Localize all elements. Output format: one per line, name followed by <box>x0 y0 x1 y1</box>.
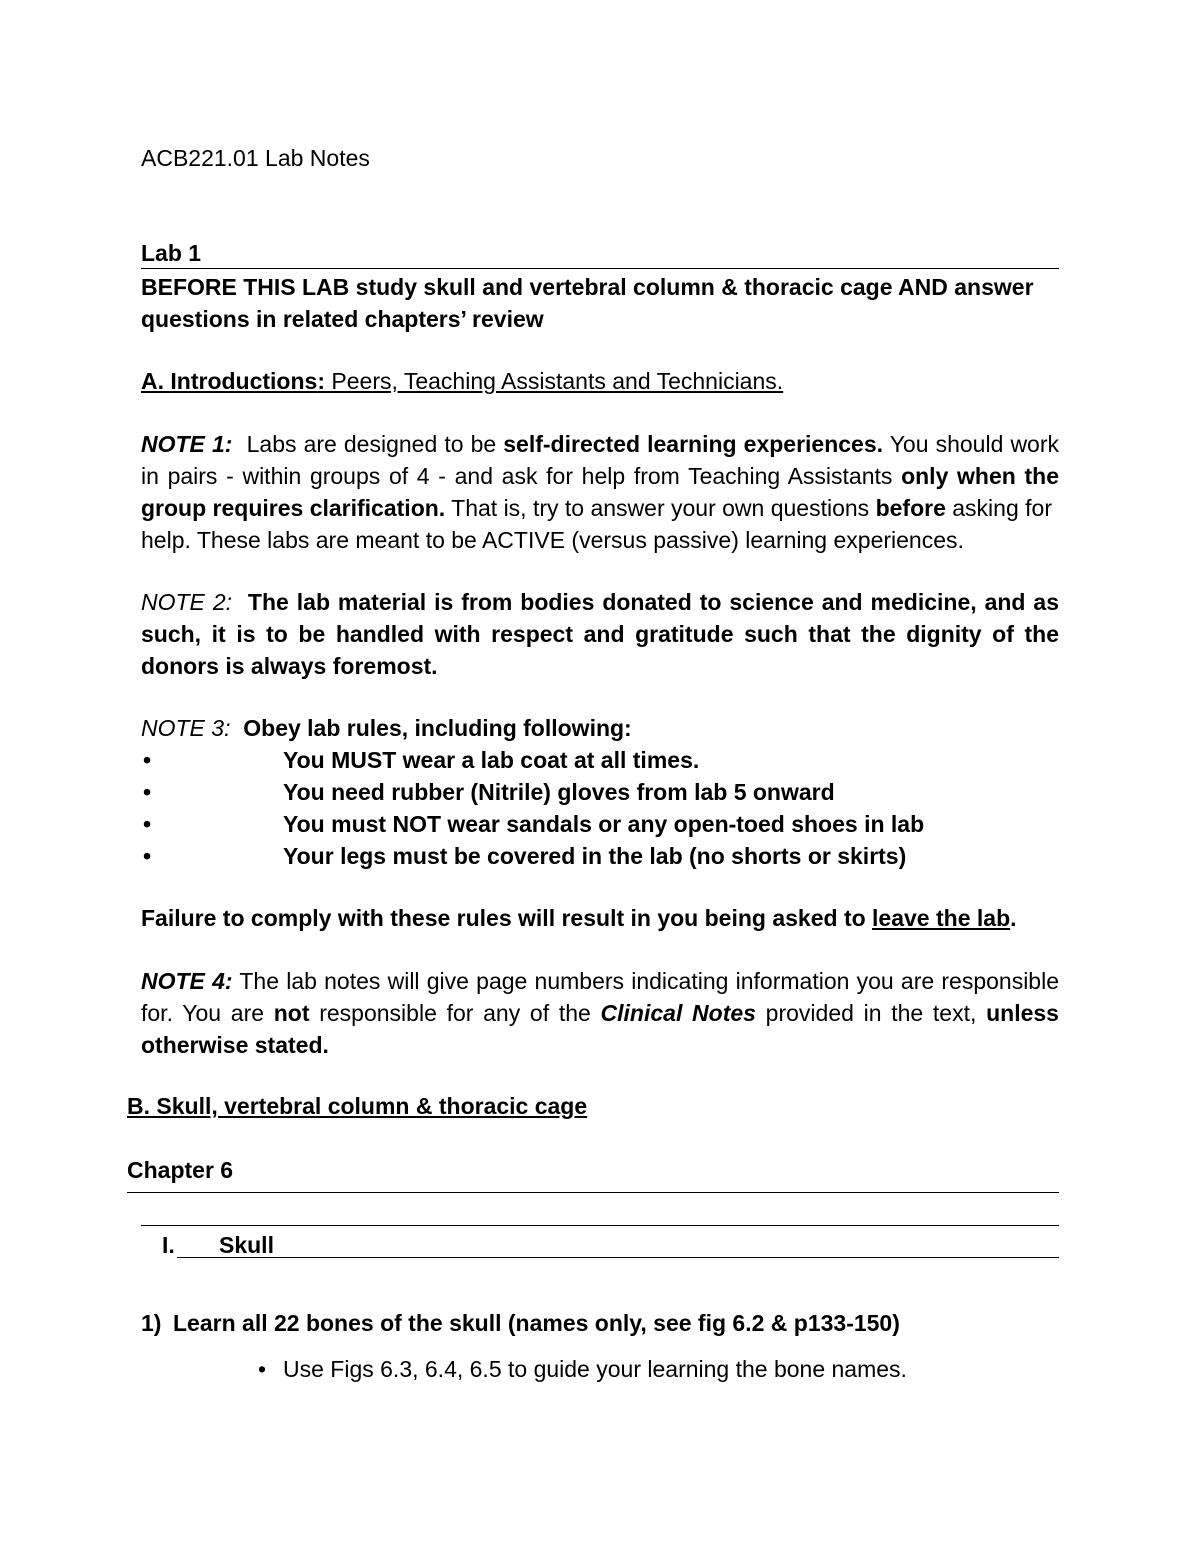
note1-text-g: That is, try to answer your own questions <box>445 495 876 521</box>
rule-bullet-1: • <box>143 747 152 773</box>
skull-bottom-rule <box>177 1257 1059 1258</box>
rule-1: You MUST wear a lab coat at all times. <box>283 747 700 773</box>
note1-line-1 <box>141 428 1059 460</box>
section-a-text: Peers, Teaching Assistants and Technicians. <box>325 368 784 394</box>
clinical-notes: Clinical Notes <box>600 1000 756 1026</box>
section-a-colon: : <box>317 368 325 394</box>
sub-bullet-1: • <box>258 1356 267 1382</box>
lab-divider <box>141 268 1059 269</box>
note4-text-a: for. You are <box>141 1000 274 1026</box>
note1-line-3 <box>141 492 1052 524</box>
item-1-number: 1) <box>141 1310 162 1336</box>
note1-text-a: Labs are designed to be <box>246 431 504 457</box>
note2-line-2: such, it is to be handled with respect and gratitude such that the dignity of the <box>141 621 1059 647</box>
note1-label: NOTE 1: <box>141 431 233 457</box>
note4-text-b: not <box>273 1000 310 1026</box>
note1-text-b: self-directed learning experiences. <box>503 431 884 457</box>
note4-line-1 <box>141 965 1059 997</box>
failure-line <box>141 902 1017 934</box>
lab-label: Lab 1 <box>141 240 202 266</box>
note3-label: NOTE 3: <box>141 715 231 741</box>
note1-line-4: help. These labs are meant to be ACTIVE (versus passive) learning experiences. <box>141 527 964 553</box>
note2-line-3: donors is always foremost. <box>141 653 438 679</box>
section-a-heading: A. Introductions <box>141 368 318 394</box>
rule-bullet-2: • <box>143 779 152 805</box>
note1-text-d: in pairs - within groups of 4 - and ask for help from Teaching Assistants <box>141 463 902 489</box>
before-lab-line-2: questions in related chapters’ review <box>141 306 544 332</box>
note4-text-e: provided in the text, <box>755 1000 987 1026</box>
note4-text-c: responsible for any of the <box>309 1000 601 1026</box>
note4-text-1: The lab notes will give page numbers indicating information you are responsible <box>232 968 1060 994</box>
document-title: ACB221.01 Lab Notes <box>141 145 370 171</box>
before-lab-line-1: BEFORE THIS LAB study skull and vertebral column & thoracic cage AND answer <box>141 274 1034 300</box>
item-1-text: Learn all 22 bones of the skull (names only, see fig 6.2 & p133-150) <box>173 1310 900 1336</box>
note4-text-f: unless <box>986 1000 1059 1026</box>
skull-title: Skull <box>219 1232 274 1258</box>
note4-line-2 <box>141 997 1059 1029</box>
section-a-line <box>141 365 783 397</box>
note1-text-h: before <box>875 495 946 521</box>
note2-text-1: The lab material is from bodies donated to science and medicine, and as <box>247 589 1060 615</box>
leave-the-lab: leave the lab <box>872 905 1011 931</box>
skull-top-rule <box>141 1225 1059 1226</box>
rule-2: You need rubber (Nitrile) gloves from lab 5 onward <box>283 779 835 805</box>
note2-line-1 <box>141 586 1059 618</box>
rule-bullet-3: • <box>143 811 152 837</box>
failure-end: . <box>1010 905 1017 931</box>
note3-line <box>141 712 632 744</box>
note2-label: NOTE 2: <box>141 589 233 615</box>
rule-4: Your legs must be covered in the lab (no shorts or skirts) <box>283 843 907 869</box>
section-b-heading: B. Skull, vertebral column & thoracic cage <box>127 1093 588 1119</box>
note4-label: NOTE 4: <box>141 968 233 994</box>
chapter-divider <box>127 1192 1059 1193</box>
note1-text-c: You should work <box>883 431 1060 457</box>
skull-numeral: I. <box>162 1232 175 1258</box>
note1-text-f: group requires clarification. <box>141 495 446 521</box>
note4-line-3: otherwise stated. <box>141 1032 329 1058</box>
rule-3: You must NOT wear sandals or any open-toed shoes in lab <box>283 811 925 837</box>
note1-text-i: asking for <box>945 495 1052 521</box>
chapter-label: Chapter 6 <box>127 1157 234 1183</box>
failure-text: Failure to comply with these rules will result in you being asked to <box>141 905 873 931</box>
note1-line-2 <box>141 460 1059 492</box>
sub-item-1: Use Figs 6.3, 6.4, 6.5 to guide your learning the bone names. <box>283 1356 907 1382</box>
note1-text-e: only when the <box>901 463 1059 489</box>
note3-intro: Obey lab rules, including following: <box>243 715 632 741</box>
rule-bullet-4: • <box>143 843 152 869</box>
